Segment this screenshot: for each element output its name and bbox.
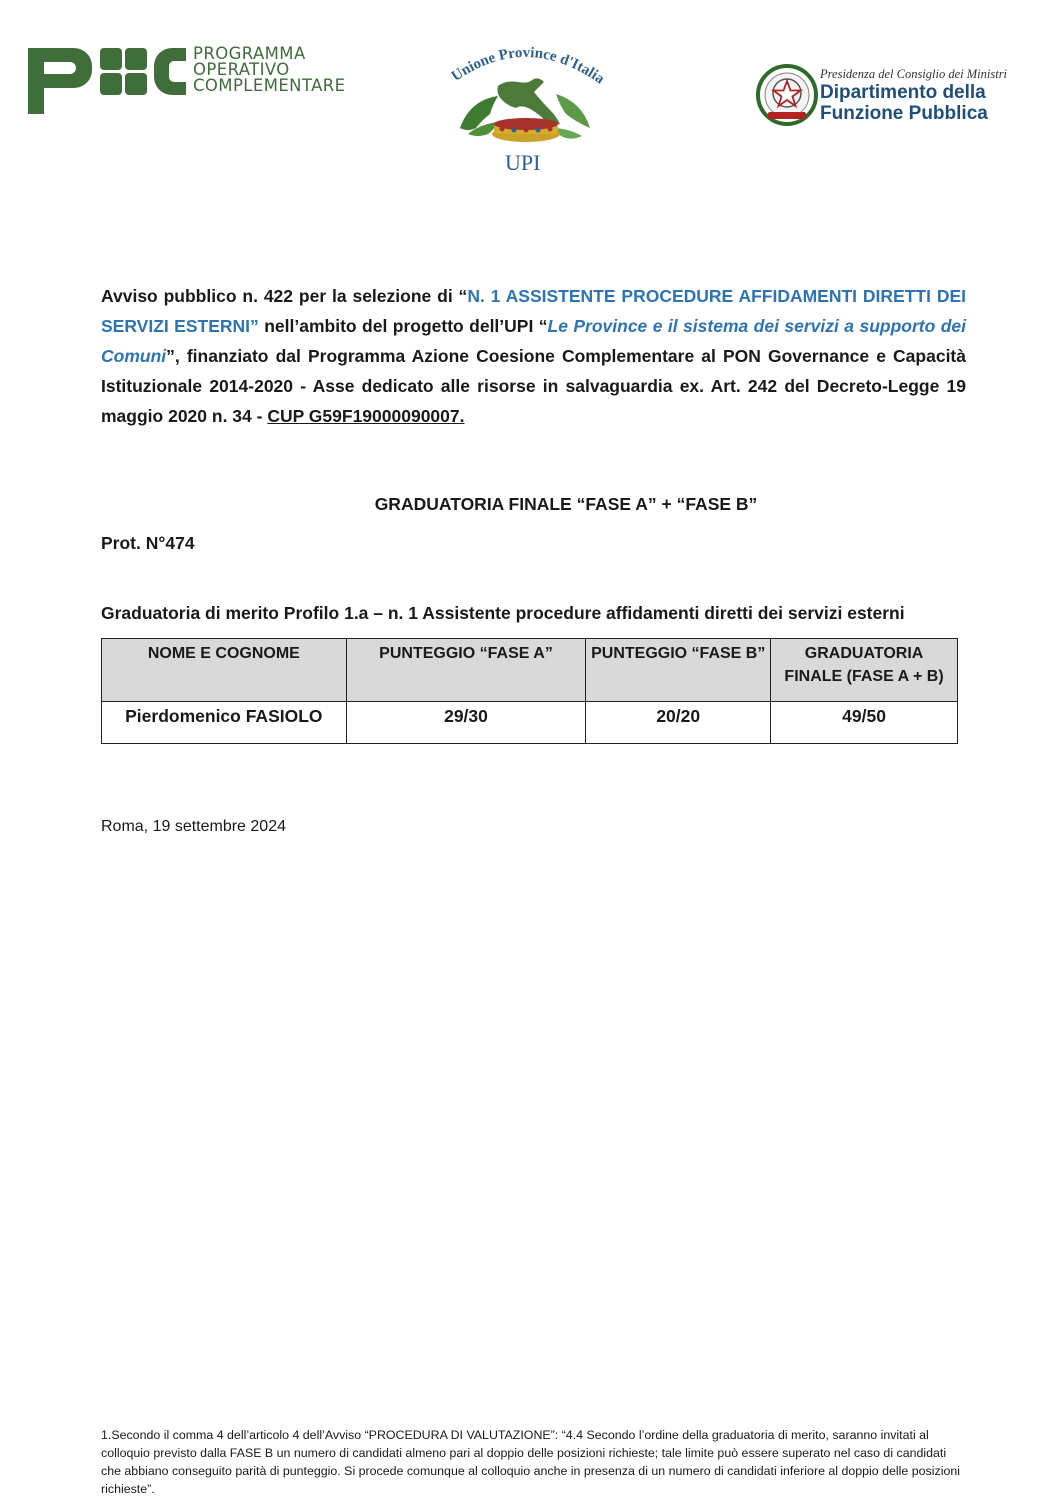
table-row — [102, 702, 958, 744]
svg-text:Unione Province d'Italia — [449, 45, 608, 88]
protocol-number: Prot. N°474 — [101, 533, 195, 553]
upi-arc-text: Unione Province d'Italia — [448, 44, 608, 88]
page-heading: GRADUATORIA FINALE “FASE A” + “FASE B” — [374, 494, 758, 514]
italian-emblem-icon — [756, 64, 818, 126]
place-date: Roma, 19 settembre 2024 — [101, 818, 286, 835]
column-header-phase-b: PUNTEGGIO “FASE B” — [586, 639, 771, 702]
intro-part-3: ”, finanziato dal Programma Azione Coesione Complementare al PON Governance e Capacità Istituzionale 2014-2020 - Asse dedicato alle risorse in salvaguardia ex. Art. 242 del Decreto-Legge 19 maggio 2020 n. 34 - — [101, 346, 966, 426]
intro-part-1: Avviso pubblico n. 422 per la selezione di “ — [101, 286, 468, 306]
column-header-final: GRADUATORIA FINALE (FASE A + B) — [771, 639, 958, 702]
intro-project-title: Le Province e il sistema dei servizi a supporto dei Comuni — [101, 316, 967, 366]
table-caption: Graduatoria di merito Profilo 1.a – n. 1 Assistente procedure affidamenti diretti dei servizi esterni — [101, 603, 905, 623]
ranking-table — [101, 638, 958, 744]
cell-score-phase-a: 29/30 — [346, 702, 586, 744]
poc-line-1: PROGRAMMA — [193, 44, 306, 63]
dfp-top-line: Presidenza del Consiglio dei Ministri — [820, 67, 1008, 81]
cell-name: Pierdomenico FASIOLO — [102, 702, 347, 744]
poc-wordmark — [193, 46, 346, 94]
intro-paragraph — [101, 281, 966, 431]
column-header-phase-a: PUNTEGGIO “FASE A” — [346, 639, 586, 702]
column-header-name: NOME E COGNOME — [102, 639, 347, 702]
upi-acronym: UPI — [505, 150, 541, 175]
intro-role-title: N. 1 ASSISTENTE PROCEDURE AFFIDAMENTI DIRETTI DEI SERVIZI ESTERNI” — [101, 286, 967, 336]
dfp-line-1: Dipartimento della — [820, 82, 986, 103]
cell-score-phase-b: 20/20 — [586, 702, 771, 744]
intro-cup: CUP G59F19000090007. — [267, 406, 465, 426]
dfp-line-2: Funzione Pubblica — [820, 103, 988, 124]
table-header-row — [102, 639, 958, 702]
intro-part-2: nell’ambito del progetto dell’UPI “ — [258, 316, 548, 336]
cell-score-final: 49/50 — [771, 702, 958, 744]
dfp-wordmark — [820, 67, 1007, 124]
poc-line-2: OPERATIVO — [193, 60, 290, 79]
footnote: 1.Secondo il comma 4 dell’articolo 4 dell’Avviso “PROCEDURA DI VALUTAZIONE”: “4.4 Secondo l’ordine della graduatoria di merito, saranno invitati al colloquio previsto dalla FASE B un numero di candidati almeno pari al doppio delle posizioni richieste; tale limite può essere superato nel caso di candidati che abbiano conseguito parità di punteggio. Si procede comunque al colloquio anche in presenza di un numero di candidati inferiore al doppio delle posizioni richieste”. — [101, 1428, 960, 1496]
poc-line-3: COMPLEMENTARE — [193, 76, 346, 95]
